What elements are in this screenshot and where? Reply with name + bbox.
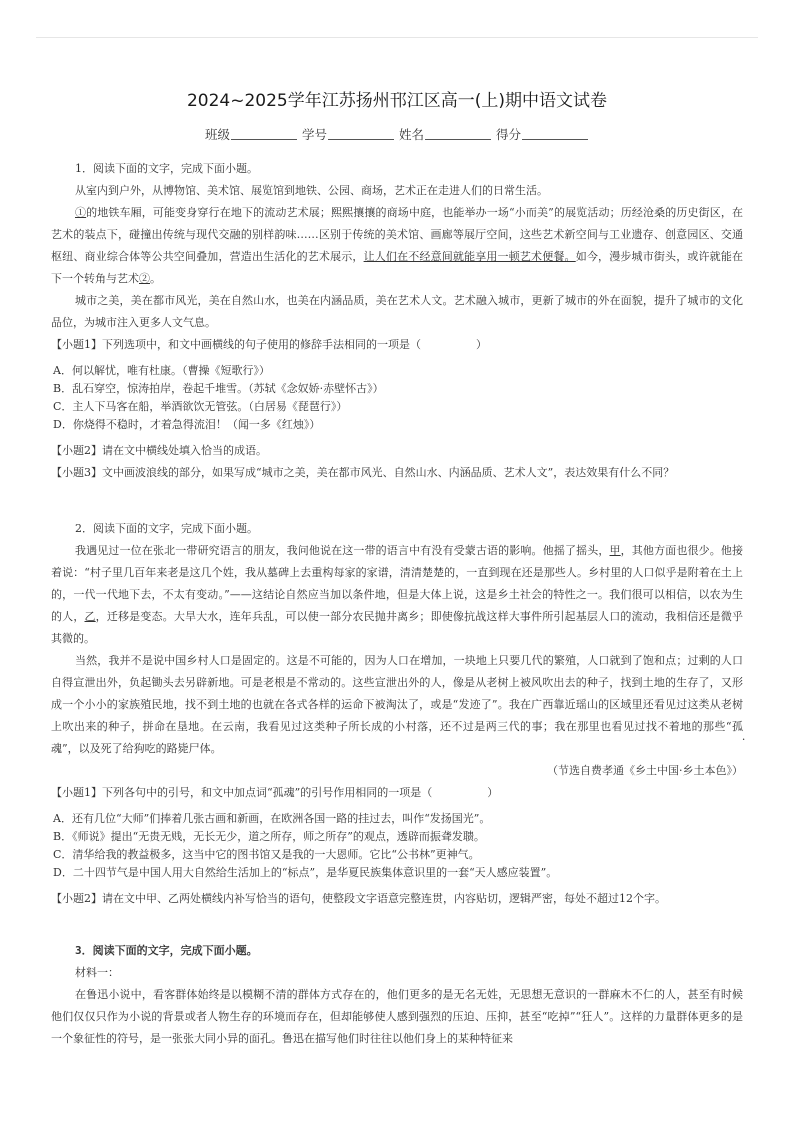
q2-blank-yi: 乙 [84, 610, 96, 623]
page-title: 2024~2025学年江苏扬州邗江区高一(上)期中语文试卷 [186, 91, 608, 111]
q1-sub-1: 【小题1】下列选项中，和文中画横线的句子使用的修辞手法相同的一项是（ ） [51, 338, 487, 351]
q2-p2-end: ”，以及死了给狗吃的路毙尸体。 [62, 742, 222, 755]
q1-sub-2: 【小题2】请在文中横线处填入恰当的成语。 [51, 444, 267, 457]
q1-underlined-sentence: 让人们在不经意间就能享用一顿艺术便餐。 [363, 250, 576, 263]
q2-source: （节选自费孝通《乡土中国·乡土本色》） [547, 764, 743, 777]
exam-page [51, 88, 743, 1050]
q1-option-c[interactable]: C．主人下马客在船，举酒欲饮无管弦。（白居易《琵琶行》） [53, 400, 348, 413]
q1-p2-text-2: 如今，漫步城市街头，或许就能在下一个转角与艺术 [51, 250, 744, 285]
score-label: 得分 [495, 127, 521, 142]
q2-p1-text-2: ，其他方面也很少。他接着说：“村子里几百年来老是这几个姓，我从墓碑上去重构每家的家谱，清清楚楚的，一直到现在还是那些人。乡村里的人口似乎是附着在土上的，一代一代地下去，不太有变动。”——这结论自然应当加以条件地，但是大体上说，这是乡土社会的特性之一。我们很可以相信，以农为生的人， [51, 544, 744, 623]
q1-paragraph-1: 从室内到户外，从博物馆、美术馆、展览馆到地铁、公园、商场，艺术正在走进人们的日常生活。 [75, 184, 548, 197]
q1-option-d[interactable]: D．你烧得不稳时，才着急得流泪！（闻一多《红烛》） [53, 418, 321, 431]
q2-option-a[interactable]: A．还有几位“大师”们捧着几张古画和新画，在欧洲各国一路的挂过去，叫作“发扬国光”。 [53, 812, 491, 825]
q2-p1-text: 我遇见过一位在张北一带研究语言的朋友，我问他说在这一带的语言中有没有受蒙古语的影响。他摇了摇头， [75, 544, 610, 557]
id-label: 学号 [301, 127, 327, 142]
top-divider [36, 37, 758, 38]
q1-paragraph-3: 城市之美，美在都市风光，美在自然山水，也美在内涵品质，美在艺术人文。艺术融入城市，更新了城市的外在面貌，提升了城市的文化品位，为城市注入更多人文气息。 [51, 294, 743, 329]
q1-heading: 1．阅读下面的文字，完成下面小题。 [75, 162, 258, 175]
q1-options [51, 362, 743, 434]
q1-p2-text: 的地铁车厢，可能变身穿行在地下的流动艺术展；熙熙攘攘的商场中庭，也能举办一场“小而美”的展览活动；历经沧桑的历史街区，在艺术的装点下，碰撞出传统与现代交融的别样韵味……区别于传统的美术馆、画廊等展厅空间，这些艺术新空间与工业遗存、创意园区、交通枢纽、商业综合体等公共空间叠加，营造出生活化的艺术展示， [51, 206, 744, 263]
student-info-line [51, 124, 743, 146]
q3-paragraph-1: 在鲁迅小说中，看客群体始终是以模糊不清的群体方式存在的，他们更多的是无名无姓，无思想无意识的一群麻木不仁的人，甚至有时候他们仅仅只作为小说的背景或者人物生存的环境而存在，但却能够使人感到强烈的压迫、压抑，甚至“吃掉”“狂人”。这样的力量群体更多的是一个象征性的符号，是一张张大同小异的面孔。鲁迅在描写他们时往往以他们身上的某种特征来 [51, 988, 743, 1045]
name-field[interactable] [425, 126, 491, 140]
class-label: 班级 [204, 127, 230, 142]
q2-options [51, 810, 743, 882]
q1-option-b[interactable]: B．乱石穿空，惊涛拍岸，卷起千堆雪。（苏轼《念奴娇·赤壁怀古》） [53, 382, 384, 395]
q2-p2-text: 当然，我并不是说中国乡村人口是固定的。这是不可能的，因为人口在增加，一块地上只要几代的繁殖，人口就到了饱和点；过剩的人口自得宣泄出外，负起锄头去另辟新地。可是老根是不常动的。这些宣泄出外的人，像是从老树上被风吹出去的种子，找到土地的生存了，又形成一个小小的家族殖民地，找不到土地的也就在各式各样的运命下被淘汰了，或是“发迹了”。我在广西靠近瑶山的区域里还看见过这类从老树上吹出来的种子，拼命在垦地。在云南，我看见过这类种子所长成的小村落，还不过是两三代的事；我在那里也看见过找不着地的那些“ [51, 654, 743, 733]
q1-blank-1: ① [75, 206, 87, 219]
q2-sub-2: 【小题2】请在文中甲、乙两处横线内补写恰当的语句，使整段文字语意完整连贯，内容贴切，逻辑严密，每处不超过12个字。 [51, 892, 666, 905]
q2-option-c[interactable]: C．清华给我的教益极多，这当中它的图书馆又是我的一大恩师。它比“公书林”更神气。 [53, 848, 480, 861]
q2-paragraph-2 [51, 650, 743, 760]
q2-p1-text-3: ，迁移是变态。大旱大水，连年兵乱，可以使一部分农民抛井离乡；即使像抗战这样大事件所引起基层人口的流动，我相信还是微乎其微的。 [51, 610, 744, 645]
q1-sub-3: 【小题3】文中画波浪线的部分，如果写成“城市之美，美在都市风光、自然山水、内涵品质、艺术人文”，表达效果有什么不同？ [51, 466, 675, 479]
q1-paragraph-2 [51, 202, 743, 290]
name-label: 姓名 [398, 127, 424, 142]
q2-heading: 2．阅读下面的文字，完成下面小题。 [75, 522, 258, 535]
q2-option-b[interactable]: B．《师说》提出“无贵无贱，无长无少，道之所存，师之所存”的观点，透辟而振聋发聩。 [53, 830, 485, 843]
q3-material-label: 材料一： [75, 966, 119, 979]
q2-dotted-word: 孤魂 · [51, 720, 743, 755]
id-field[interactable] [328, 126, 394, 140]
q2-option-d[interactable]: D．二十四节气是中国人用大自然给生活加上的“标点”，是华夏民族集体意识里的一套“天人感应装置”。 [53, 866, 558, 879]
q1-blank-2: ② [139, 272, 150, 285]
q1-option-a[interactable]: A．何以解忧，唯有杜康。（曹操《短歌行》） [53, 364, 270, 377]
q1-p2-end: 。 [150, 272, 161, 285]
q2-paragraph-1 [51, 540, 743, 650]
score-field[interactable] [522, 126, 588, 140]
q2-sub-1: 【小题1】下列各句中的引号，和文中加点词“孤魂”的引号作用相同的一项是（ ） [51, 786, 499, 799]
class-field[interactable] [231, 126, 297, 140]
q3-heading: 3．阅读下面的文字，完成下面小题。 [75, 944, 258, 957]
q2-blank-jia: 甲 [609, 544, 621, 557]
